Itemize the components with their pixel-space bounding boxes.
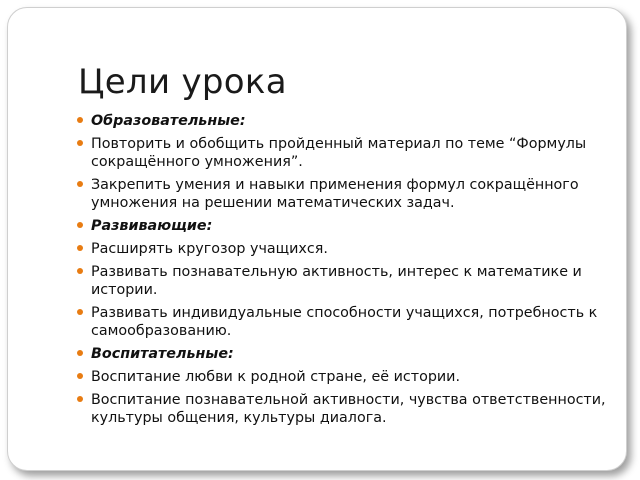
list-item bbox=[77, 176, 617, 212]
list-item-text: Расширять кругозор учащихся. bbox=[91, 241, 328, 257]
bullet-icon bbox=[77, 396, 83, 402]
bullet-icon bbox=[77, 350, 83, 356]
bullet-icon bbox=[77, 309, 83, 315]
list-item-heading bbox=[77, 345, 617, 363]
list-item bbox=[77, 304, 617, 340]
list-item-text: Закрепить умения и навыки применения формул сокращённого умножения на решении математических задач. bbox=[91, 177, 579, 211]
bullet-icon bbox=[77, 268, 83, 274]
list-item bbox=[77, 135, 617, 171]
list-item-heading bbox=[77, 112, 617, 130]
list-item-text: Воспитательные: bbox=[91, 346, 234, 362]
bullet-icon bbox=[77, 222, 83, 228]
slide-title: Цели урока bbox=[78, 62, 287, 102]
goals-list bbox=[77, 112, 617, 432]
list-item-text: Повторить и обобщить пройденный материал по теме “Формулы сокращённого умножения”. bbox=[91, 136, 587, 170]
list-item bbox=[77, 240, 617, 258]
bullet-icon bbox=[77, 140, 83, 146]
list-item-text: Воспитание познавательной активности, чувства ответственности, культуры общения, культуры диалога. bbox=[91, 392, 606, 426]
slide bbox=[7, 7, 627, 471]
bullet-icon bbox=[77, 181, 83, 187]
bullet-icon bbox=[77, 373, 83, 379]
list-item bbox=[77, 263, 617, 299]
list-item-text: Развивать познавательную активность, интерес к математике и истории. bbox=[91, 264, 582, 298]
list-item-text: Воспитание любви к родной стране, её истории. bbox=[91, 369, 461, 385]
list-item-text: Образовательные: bbox=[91, 113, 246, 129]
list-item bbox=[77, 391, 617, 427]
bullet-icon bbox=[77, 117, 83, 123]
list-item-text: Развивать индивидуальные способности учащихся, потребность к самообразованию. bbox=[91, 305, 598, 339]
list-item-heading bbox=[77, 217, 617, 235]
list-item-text: Развивающие: bbox=[91, 218, 213, 234]
list-item bbox=[77, 368, 617, 386]
bullet-icon bbox=[77, 245, 83, 251]
